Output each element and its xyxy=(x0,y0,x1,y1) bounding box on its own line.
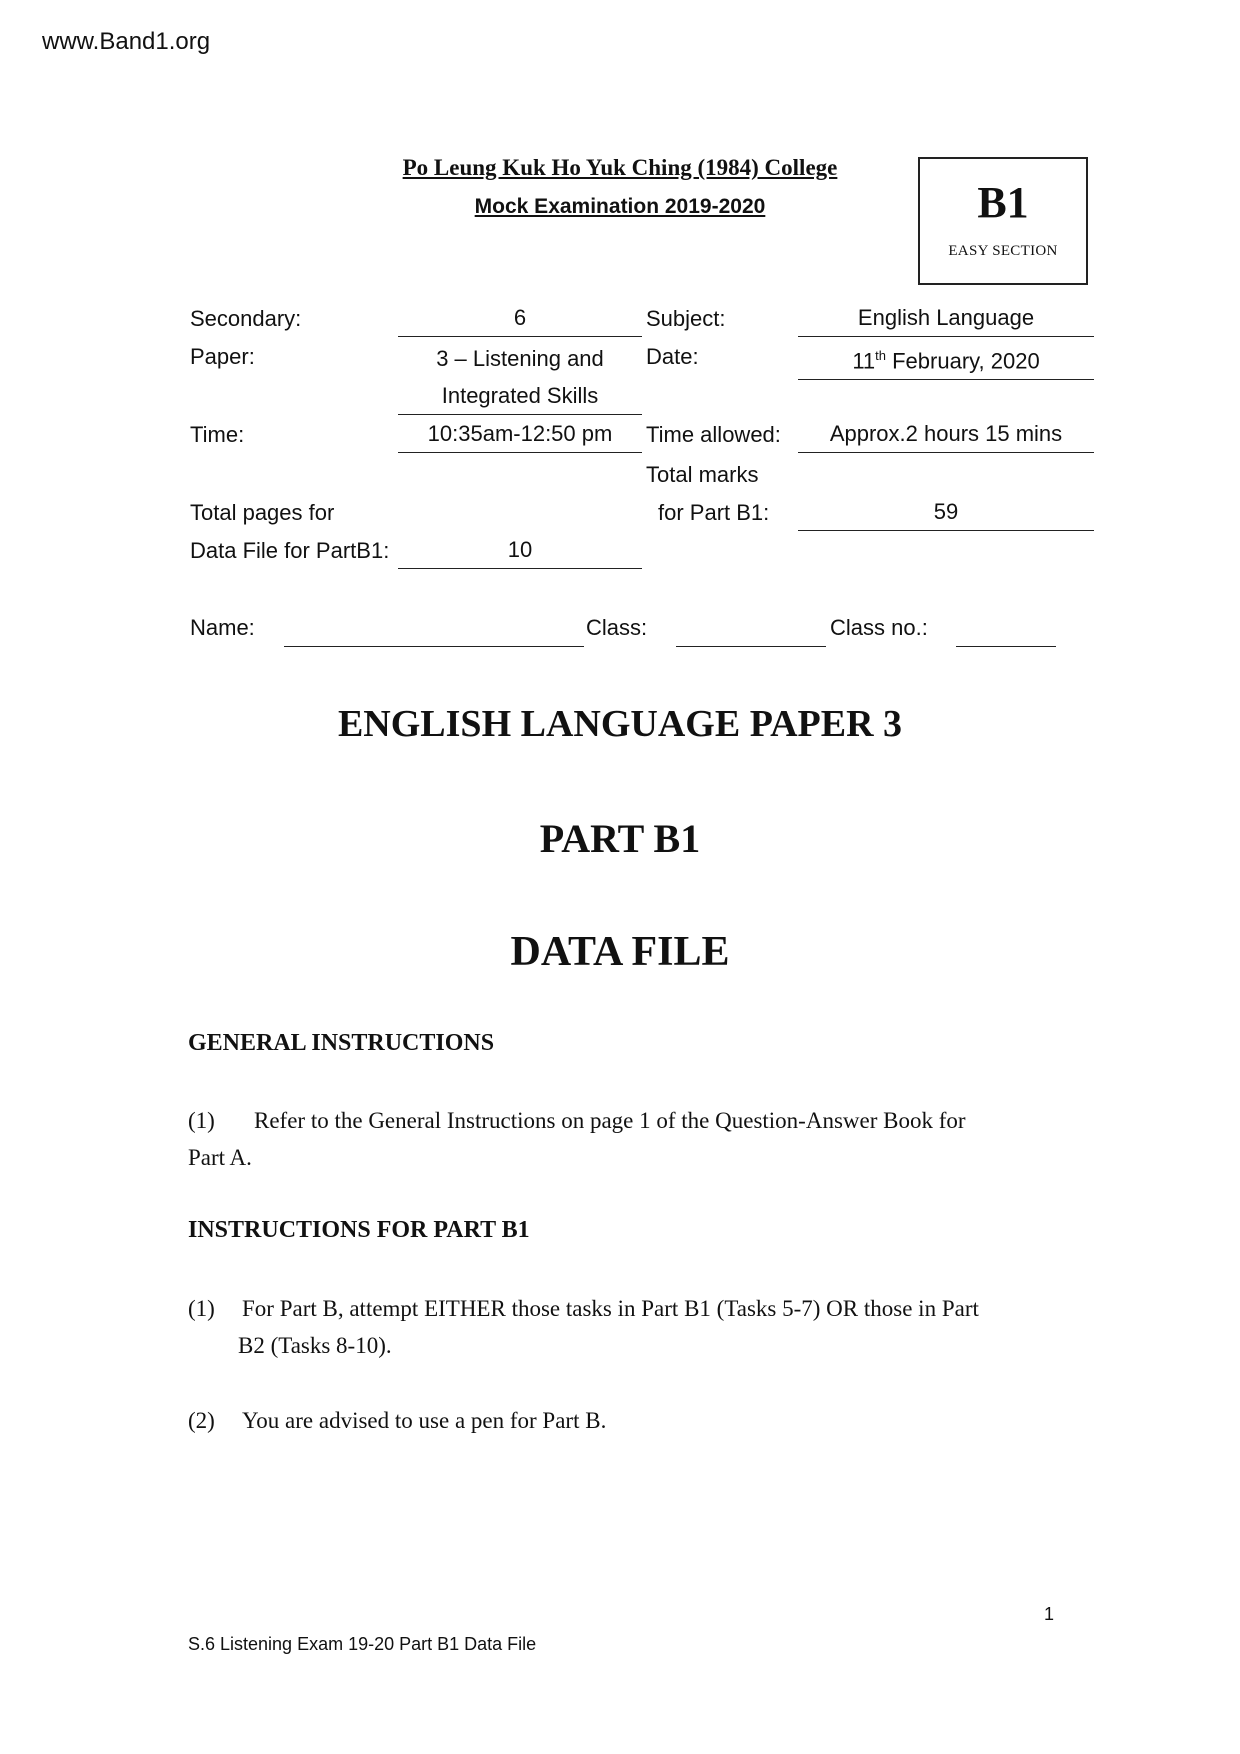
section-label: EASY SECTION xyxy=(948,243,1058,259)
name-label: Name: xyxy=(190,615,255,640)
name-field[interactable] xyxy=(284,646,584,647)
class-no-field[interactable] xyxy=(956,646,1056,647)
time-value: 10:35am-12:50 pm xyxy=(398,416,642,453)
class-no-label: Class no.: xyxy=(830,615,928,640)
footer-file-label: S.6 Listening Exam 19-20 Part B1 Data File xyxy=(188,1634,537,1654)
paper-title: ENGLISH LANGUAGE PAPER 3 xyxy=(337,703,903,745)
data-file-title: DATA FILE xyxy=(510,929,730,975)
page-number: 1 xyxy=(1044,1604,1055,1624)
part-b1-instruction-1: (1) For Part B, attempt EITHER those tasks in Part B1 (Tasks 5-7) OR those in Part B2 (Tasks 8-10). xyxy=(188,1296,979,1358)
section-code: B1 xyxy=(977,178,1029,227)
time-allowed-label: Time allowed: xyxy=(646,422,781,447)
total-marks-label-line2: for Part B1: xyxy=(658,500,770,525)
total-marks-value: 59 xyxy=(798,494,1094,531)
subject-value: English Language xyxy=(798,300,1094,337)
subject-label: Subject: xyxy=(646,306,726,331)
total-pages-label-line2: Data File for PartB1: xyxy=(190,538,390,563)
class-label: Class: xyxy=(586,615,648,640)
time-label: Time: xyxy=(190,422,245,447)
site-watermark: www.Band1.org xyxy=(42,28,211,55)
section-box xyxy=(918,157,1088,285)
general-instruction-1: (1) Refer to the General Instructions on page 1 of the Question-Answer Book for Part A. xyxy=(188,1108,966,1170)
class-field[interactable] xyxy=(676,646,826,647)
school-name: Po Leung Kuk Ho Yuk Ching (1984) College xyxy=(402,155,838,180)
part-title: PART B1 xyxy=(539,816,701,861)
date-value: 11th February, 2020 xyxy=(798,338,1094,380)
total-pages-value: 10 xyxy=(398,532,642,569)
part-b1-instructions-heading: INSTRUCTIONS FOR PART B1 xyxy=(188,1217,530,1243)
exam-title: Mock Examination 2019-2020 xyxy=(474,195,766,218)
paper-value-line2: Integrated Skills xyxy=(398,378,642,415)
total-marks-label-line1: Total marks xyxy=(646,462,759,487)
part-b1-instruction-2: (2) You are advised to use a pen for Part B. xyxy=(188,1408,607,1433)
date-label: Date: xyxy=(646,344,699,369)
general-instructions-heading: GENERAL INSTRUCTIONS xyxy=(188,1030,495,1056)
secondary-value: 6 xyxy=(398,300,642,337)
time-allowed-value: Approx.2 hours 15 mins xyxy=(798,416,1094,453)
paper-label: Paper: xyxy=(190,344,255,369)
paper-value-line1: 3 – Listening and xyxy=(436,346,604,371)
secondary-label: Secondary: xyxy=(190,306,302,331)
total-pages-label-line1: Total pages for xyxy=(190,500,335,525)
